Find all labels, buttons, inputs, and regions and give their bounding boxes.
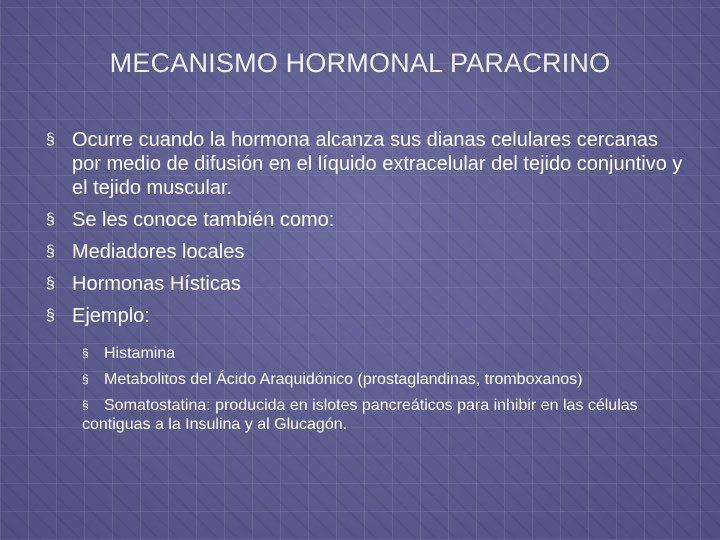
- bullet-list: [46, 128, 686, 328]
- bullet-item: [46, 208, 686, 232]
- bullet-text: Se les conoce también como:: [72, 209, 335, 231]
- sub-bullet-text: Somatostatina: producida en islotes pancreáticos para inhibir en las células contiguas a la Insulina y al Glucagón.: [82, 397, 638, 433]
- sub-bullet-text: Histamina: [104, 345, 176, 362]
- bullet-marker-icon: §: [46, 211, 55, 228]
- bullet-text: Mediadores locales: [72, 241, 245, 263]
- bullet-item: [46, 304, 686, 328]
- slide-title: MECANISMO HORMONAL PARACRINO: [109, 48, 611, 78]
- bullet-item: [46, 240, 686, 264]
- sub-bullet-item: [82, 370, 682, 389]
- bullet-text: Hormonas Hísticas: [72, 273, 241, 295]
- bullet-marker-icon: §: [46, 131, 55, 148]
- sub-bullet-marker-icon: §: [82, 372, 89, 386]
- bullet-marker-icon: §: [46, 275, 55, 292]
- sub-bullet-marker-icon: §: [82, 346, 89, 360]
- sub-bullet-item: [82, 344, 682, 363]
- sub-bullet-item: [82, 396, 682, 434]
- bullet-text: Ejemplo:: [72, 305, 150, 327]
- sub-bullet-marker-icon: §: [82, 398, 89, 412]
- bullet-marker-icon: §: [46, 307, 55, 324]
- slide-content: [46, 128, 686, 441]
- bullet-item: [46, 128, 686, 200]
- bullet-marker-icon: §: [46, 243, 55, 260]
- sub-bullet-list: [82, 344, 682, 434]
- bullet-text: Ocurre cuando la hormona alcanza sus dianas celulares cercanas por medio de difusión en el líquido extracelular del tejido conjuntivo y el tejido muscular.: [72, 129, 683, 199]
- sub-bullet-text: Metabolitos del Ácido Araquidónico (prostaglandinas, tromboxanos): [104, 371, 583, 388]
- bullet-item: [46, 272, 686, 296]
